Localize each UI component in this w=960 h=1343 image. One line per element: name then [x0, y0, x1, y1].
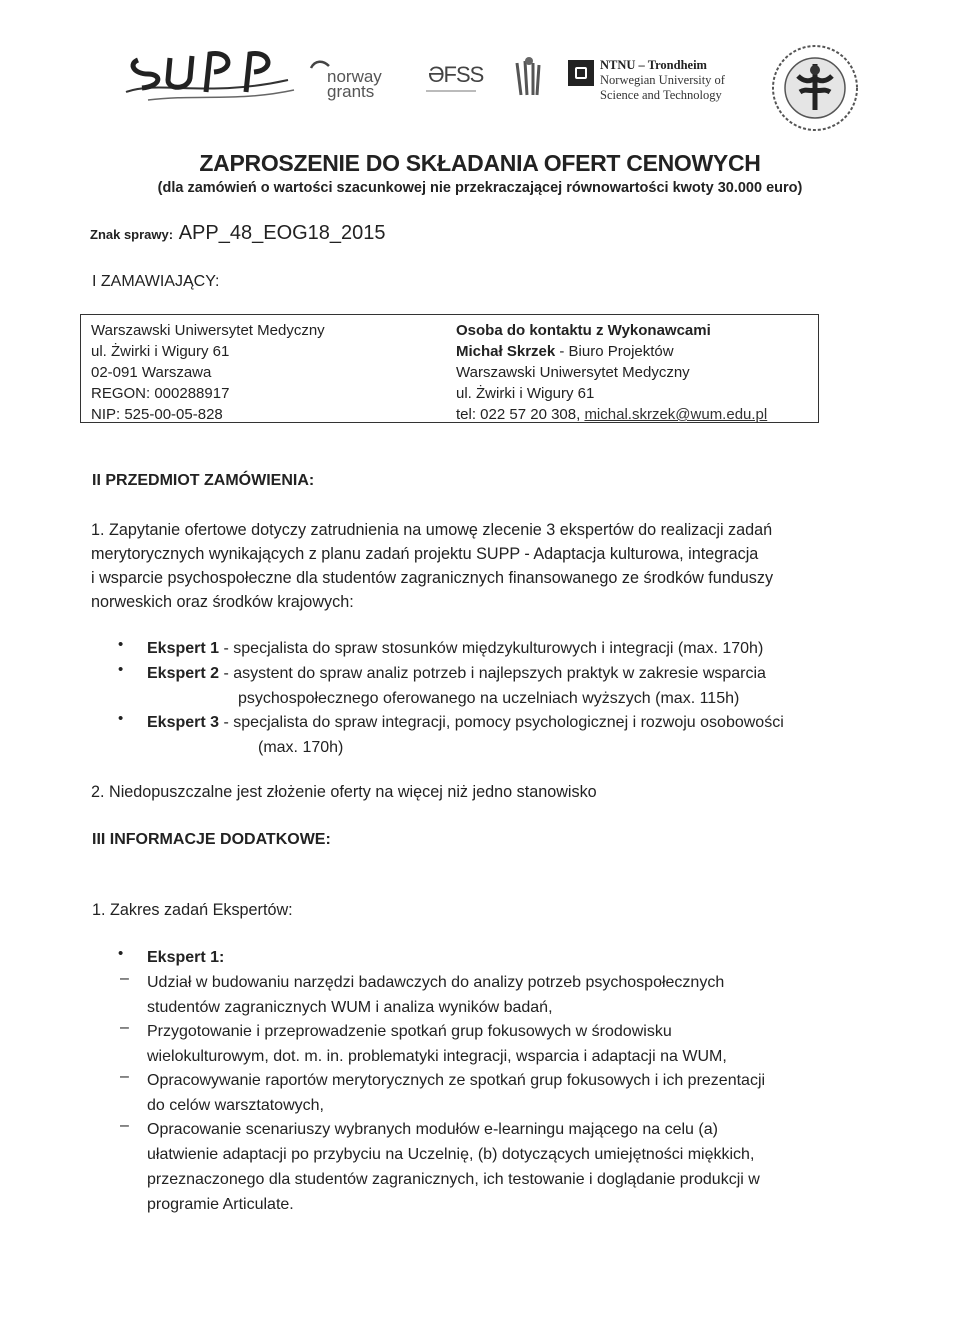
paragraph-line: i wsparcie psychospołeczne dla studentów zagranicznych finansowanego ze środków funduszy: [91, 569, 774, 587]
expert-item: [147, 661, 766, 686]
task-line: studentów zagranicznych WUM i analiza wyników badań,: [147, 999, 553, 1016]
efss-text: ƏFSS: [428, 62, 484, 87]
task-item: [147, 970, 724, 1020]
task-line: do celów warsztatowych,: [147, 1097, 324, 1114]
task-item: [147, 1068, 765, 1118]
task-line: przeznaczonego dla studentów zagranicznych, ich testowanie i doglądanie produkcji w: [147, 1171, 760, 1188]
expert-item: [147, 710, 784, 735]
contact-line: ul. Żwirki i Wigury 61: [456, 385, 595, 402]
single-position-note: 2. Niedopuszczalne jest złożenie oferty na więcej niż jedno stanowisko: [91, 783, 597, 801]
orderer-line: NIP: 525-00-05-828: [91, 406, 223, 423]
figure-logo: [511, 55, 543, 99]
contact-details: [456, 320, 767, 425]
contact-email-link[interactable]: michal.skrzek@wum.edu.pl: [584, 406, 768, 423]
task-line: Opracowywanie raportów merytorycznych ze spotkań grup fokusowych i ich prezentacji: [147, 1072, 766, 1089]
expert1-heading: Ekspert 1:: [147, 949, 225, 966]
contact-person: [456, 341, 767, 362]
paragraph-line: 1. Zapytanie ofertowe dotyczy zatrudnienia na umowę zlecenie 3 ekspertów do realizacji zadań: [91, 521, 773, 539]
university-seal: [770, 42, 860, 134]
expert-desc: - specjalista do spraw stosunków międzykulturowych i integracji (max. 170h): [219, 640, 764, 657]
ntnu-line1: NTNU – Trondheim: [600, 58, 707, 72]
expert-label: Ekspert 3: [147, 714, 220, 731]
expert-label: Ekspert 1: [147, 640, 220, 657]
document-title: ZAPROSZENIE DO SKŁADANIA OFERT CENOWYCH: [199, 150, 761, 176]
task-line: ułatwienie adaptacji po przybyciu na Uczelnię, (b) dotyczących umiejętności miękkich,: [147, 1146, 755, 1163]
expert-desc: - asystent do spraw analiz potrzeb i najlepszych praktyk w zakresie wsparcia: [219, 665, 766, 682]
contact-name: Michał Skrzek: [456, 343, 556, 360]
expert-desc: - specjalista do spraw integracji, pomocy psychologicznej i rozwoju osobowości: [219, 714, 784, 731]
subject-paragraph: [91, 518, 817, 614]
expert-label: Ekspert 2: [147, 665, 220, 682]
ntnu-logo-text: [600, 58, 725, 103]
efss-underline: [426, 90, 476, 92]
efss-logo: [412, 60, 484, 96]
tasks-scope: 1. Zakres zadań Ekspertów:: [92, 901, 293, 919]
section-heading-orderer: I ZAMAWIAJĄCY:: [92, 273, 220, 290]
contact-heading: Osoba do kontaktu z Wykonawcami: [456, 322, 711, 339]
orderer-line: ul. Żwirki i Wigury 61: [91, 343, 230, 360]
norway-grants-logo: [307, 58, 382, 102]
task-line: Udział w budowaniu narzędzi badawczych do analizy potrzeb psychospołecznych: [147, 974, 725, 991]
reference-label: Znak sprawy:: [90, 227, 174, 242]
task-item: [147, 1019, 727, 1069]
dash-icon: –: [120, 970, 129, 987]
orderer-info-box: [80, 314, 819, 423]
contact-phone: tel: 022 57 20 308,: [456, 406, 585, 423]
orderer-line: Warszawski Uniwersytet Medyczny: [91, 322, 325, 339]
paragraph-line: norweskich oraz środków krajowych:: [91, 593, 354, 611]
ntnu-logo-square: [568, 60, 594, 86]
orderer-details: [91, 320, 325, 425]
contact-role: - Biuro Projektów: [555, 343, 674, 360]
dash-icon: –: [120, 1068, 129, 1085]
orderer-line: 02-091 Warszawa: [91, 364, 212, 381]
task-line: programie Articulate.: [147, 1196, 294, 1213]
task-line: Opracowanie scenariuszy wybranych modułów e-learningu mającego na celu (a): [147, 1121, 718, 1138]
expert-item: [147, 636, 763, 661]
expert-desc-cont: psychospołecznego oferowanego na uczelniach wyższych (max. 115h): [238, 690, 740, 707]
contact-phone-email: [456, 404, 767, 425]
ntnu-line3: Science and Technology: [600, 88, 722, 102]
task-line: wielokulturowym, dot. m. in. problematyki integracji, wsparcia i adaptacji na WUM,: [147, 1048, 727, 1065]
section-heading-subject: II PRZEDMIOT ZAMÓWIENIA:: [92, 472, 315, 489]
reference-number: [90, 222, 386, 245]
orderer-line: REGON: 000288917: [91, 385, 230, 402]
reference-value: APP_48_EOG18_2015: [178, 222, 386, 244]
expert-desc-cont: (max. 170h): [258, 739, 344, 756]
task-item: [147, 1117, 760, 1217]
norway-text: norway: [327, 67, 382, 86]
dash-icon: –: [120, 1117, 129, 1134]
contact-line: Warszawski Uniwersytet Medyczny: [456, 364, 690, 381]
document-subtitle: (dla zamówień o wartości szacunkowej nie przekraczającej równowartości kwoty 30.000 euro): [157, 180, 803, 196]
supp-logo: [118, 40, 296, 112]
task-line: Przygotowanie i przeprowadzenie spotkań grup fokusowych w środowisku: [147, 1023, 672, 1040]
section-heading-additional: III INFORMACJE DODATKOWE:: [92, 831, 331, 848]
paragraph-line: merytorycznych wynikających z planu zadań projektu SUPP - Adaptacja kulturowa, integracja: [91, 545, 759, 563]
ntnu-line2: Norwegian University of: [600, 73, 725, 87]
dash-icon: –: [120, 1019, 129, 1036]
grants-text: grants: [327, 82, 375, 101]
